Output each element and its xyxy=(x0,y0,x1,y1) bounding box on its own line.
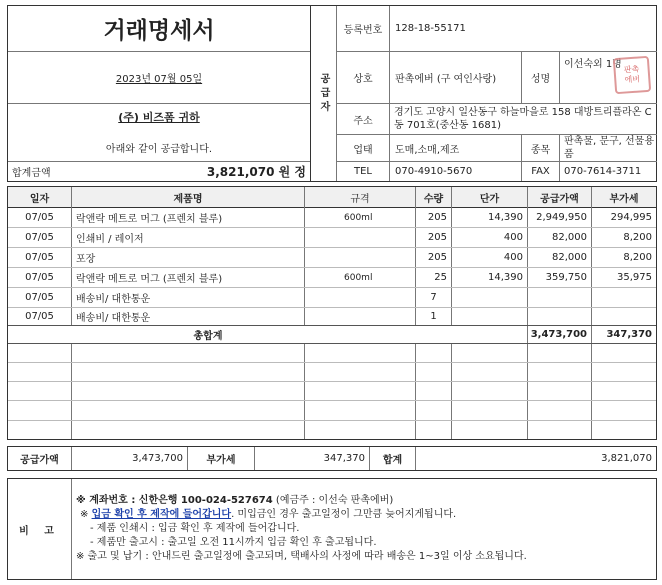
col-header-spec: 규격 xyxy=(350,193,370,205)
table-row-1-spec: 600ml xyxy=(344,212,373,223)
subtotal-vat: 347,370 xyxy=(606,329,652,340)
col-header-vat: 부가세 xyxy=(609,193,639,205)
stamp-text: 판촉 에버 xyxy=(623,64,641,85)
issue-date: 2023년 07월 05일 xyxy=(115,73,203,85)
table-row-2-supply: 82,000 xyxy=(552,232,587,243)
table-row-2-spec xyxy=(340,228,415,247)
ceo-label: 성명 xyxy=(530,74,551,85)
table-row-2-vat: 8,200 xyxy=(623,232,652,243)
table-row-3-spec xyxy=(340,248,415,267)
fax: 070-7614-3711 xyxy=(564,166,642,177)
col-header-price: 단가 xyxy=(479,193,500,205)
summary-total-label: 합계 xyxy=(382,455,403,466)
table-row-3-supply: 82,000 xyxy=(552,252,587,263)
supplier-side-label-text: 공급자 xyxy=(318,72,329,115)
biz-item: 판촉물, 문구, 선물용품 xyxy=(564,136,654,160)
recipient: (주) 비즈폼 귀하 xyxy=(118,111,200,124)
bank-account: ※ 계좌번호 : 신한은행 100-024-527674 xyxy=(76,495,273,506)
table-row-3-vat: 8,200 xyxy=(623,252,652,263)
total-amount: 3,821,070 원 정 xyxy=(206,165,306,179)
table-row-4-date: 07/05 xyxy=(25,272,54,283)
table-row-5-qty: 7 xyxy=(430,292,437,303)
remarks-ship-line: - 제품만 출고시 : 출고일 오전 11시까지 입금 확인 후 출고됩니다. xyxy=(90,537,377,548)
account-holder: (예금주 : 이선숙 판촉에버) xyxy=(272,495,394,506)
summary-supply-label: 공급가액 xyxy=(20,455,59,466)
reg-no-label: 등록번호 xyxy=(343,25,383,36)
subtotal-supply: 3,473,700 xyxy=(530,329,587,340)
table-row-4-supply: 359,750 xyxy=(545,272,587,283)
table-row-1-qty: 205 xyxy=(427,212,447,223)
table-row-2-qty: 205 xyxy=(427,232,447,243)
company-name: 판촉에버 (구 여인사랑) xyxy=(395,74,497,85)
table-row-1-supply: 2,949,950 xyxy=(536,212,587,223)
remarks-print-line: - 제품 인쇄시 : 입금 확인 후 제작에 들어갑니다. xyxy=(90,523,300,534)
remarks-label: 비 고 xyxy=(19,525,60,537)
company-seal-stamp xyxy=(613,56,651,94)
summary-vat: 347,370 xyxy=(323,453,365,464)
subtotal-label: 총합계 xyxy=(193,331,223,342)
remarks-line2-rest: . 미입금인 경우 출고일정이 그만큼 늦어지게됩니다. xyxy=(231,509,457,520)
fax-label: FAX xyxy=(531,166,550,177)
table-row-3-date: 07/05 xyxy=(25,252,54,263)
summary-total: 3,821,070 xyxy=(601,453,652,464)
summary-supply: 3,473,700 xyxy=(132,453,183,464)
ceo-name: 이선숙외 1명 xyxy=(564,58,622,70)
table-row-2-name: 인쇄비 / 레이저 xyxy=(76,234,144,245)
tel-label: TEL xyxy=(354,166,372,177)
table-row-6-name: 배송비/ 대한통운 xyxy=(76,313,151,324)
address-label: 주소 xyxy=(353,115,373,127)
table-row-1-date: 07/05 xyxy=(25,212,54,223)
table-row-1-vat: 294,995 xyxy=(610,212,652,223)
table-row-1-price: 14,390 xyxy=(488,212,523,223)
address: 경기도 고양시 일산동구 하늘마을로 158 대방트리플라온 C동 701호(중산동 1681) xyxy=(394,107,652,131)
table-row-6-date: 07/05 xyxy=(25,311,54,322)
remarks-line2-mark: ※ xyxy=(80,509,92,520)
table-row-1-name: 락앤락 메트로 머그 (프렌치 블루) xyxy=(76,214,223,225)
table-row-6-qty: 1 xyxy=(430,311,437,322)
col-header-qty: 수량 xyxy=(423,193,444,205)
biz-item-label: 종목 xyxy=(530,144,551,156)
table-row-3-qty: 205 xyxy=(427,252,447,263)
col-header-supply: 공급가액 xyxy=(540,193,579,205)
tel: 070-4910-5670 xyxy=(395,166,473,177)
table-row-4-vat: 35,975 xyxy=(617,272,652,283)
supply-notice: 아래와 같이 공급합니다. xyxy=(105,143,213,155)
table-row-4-price: 14,390 xyxy=(488,272,523,283)
table-row-2-date: 07/05 xyxy=(25,232,54,243)
biz-type: 도매,소매,제조 xyxy=(395,144,460,156)
table-row-3-price: 400 xyxy=(503,252,523,263)
table-row-4-spec: 600ml xyxy=(344,272,373,283)
biz-type-label: 업태 xyxy=(353,144,373,156)
table-row-5-date: 07/05 xyxy=(25,292,54,303)
remarks-text xyxy=(76,494,652,564)
col-header-date: 일자 xyxy=(29,193,50,205)
reg-no: 128-18-55171 xyxy=(395,23,466,34)
company-name-label: 상호 xyxy=(353,74,373,85)
table-row-3-name: 포장 xyxy=(76,254,96,265)
remarks-account-line xyxy=(76,494,652,508)
remarks-payment-line xyxy=(76,508,652,522)
remarks-delivery-line: ※ 출고 및 납기 : 안내드린 출고일정에 출고되며, 택배사의 사정에 따라 배송은 1~3일 이상 소요됩니다. xyxy=(76,551,527,562)
total-label: 합계금액 xyxy=(12,168,51,179)
document-title: 거래명세서 xyxy=(103,17,215,44)
col-header-product: 제품명 xyxy=(173,193,203,205)
payment-notice-link[interactable]: 입금 확인 후 제작에 들어갑니다 xyxy=(91,509,232,520)
summary-vat-label: 부가세 xyxy=(206,455,236,466)
table-row-5-name: 배송비/ 대한통운 xyxy=(76,294,151,305)
supplier-side-label xyxy=(311,6,336,181)
table-row-4-name: 락앤락 메트로 머그 (프렌치 블루) xyxy=(76,274,223,285)
table-row-2-price: 400 xyxy=(503,232,523,243)
table-row-4-qty: 25 xyxy=(434,272,447,283)
